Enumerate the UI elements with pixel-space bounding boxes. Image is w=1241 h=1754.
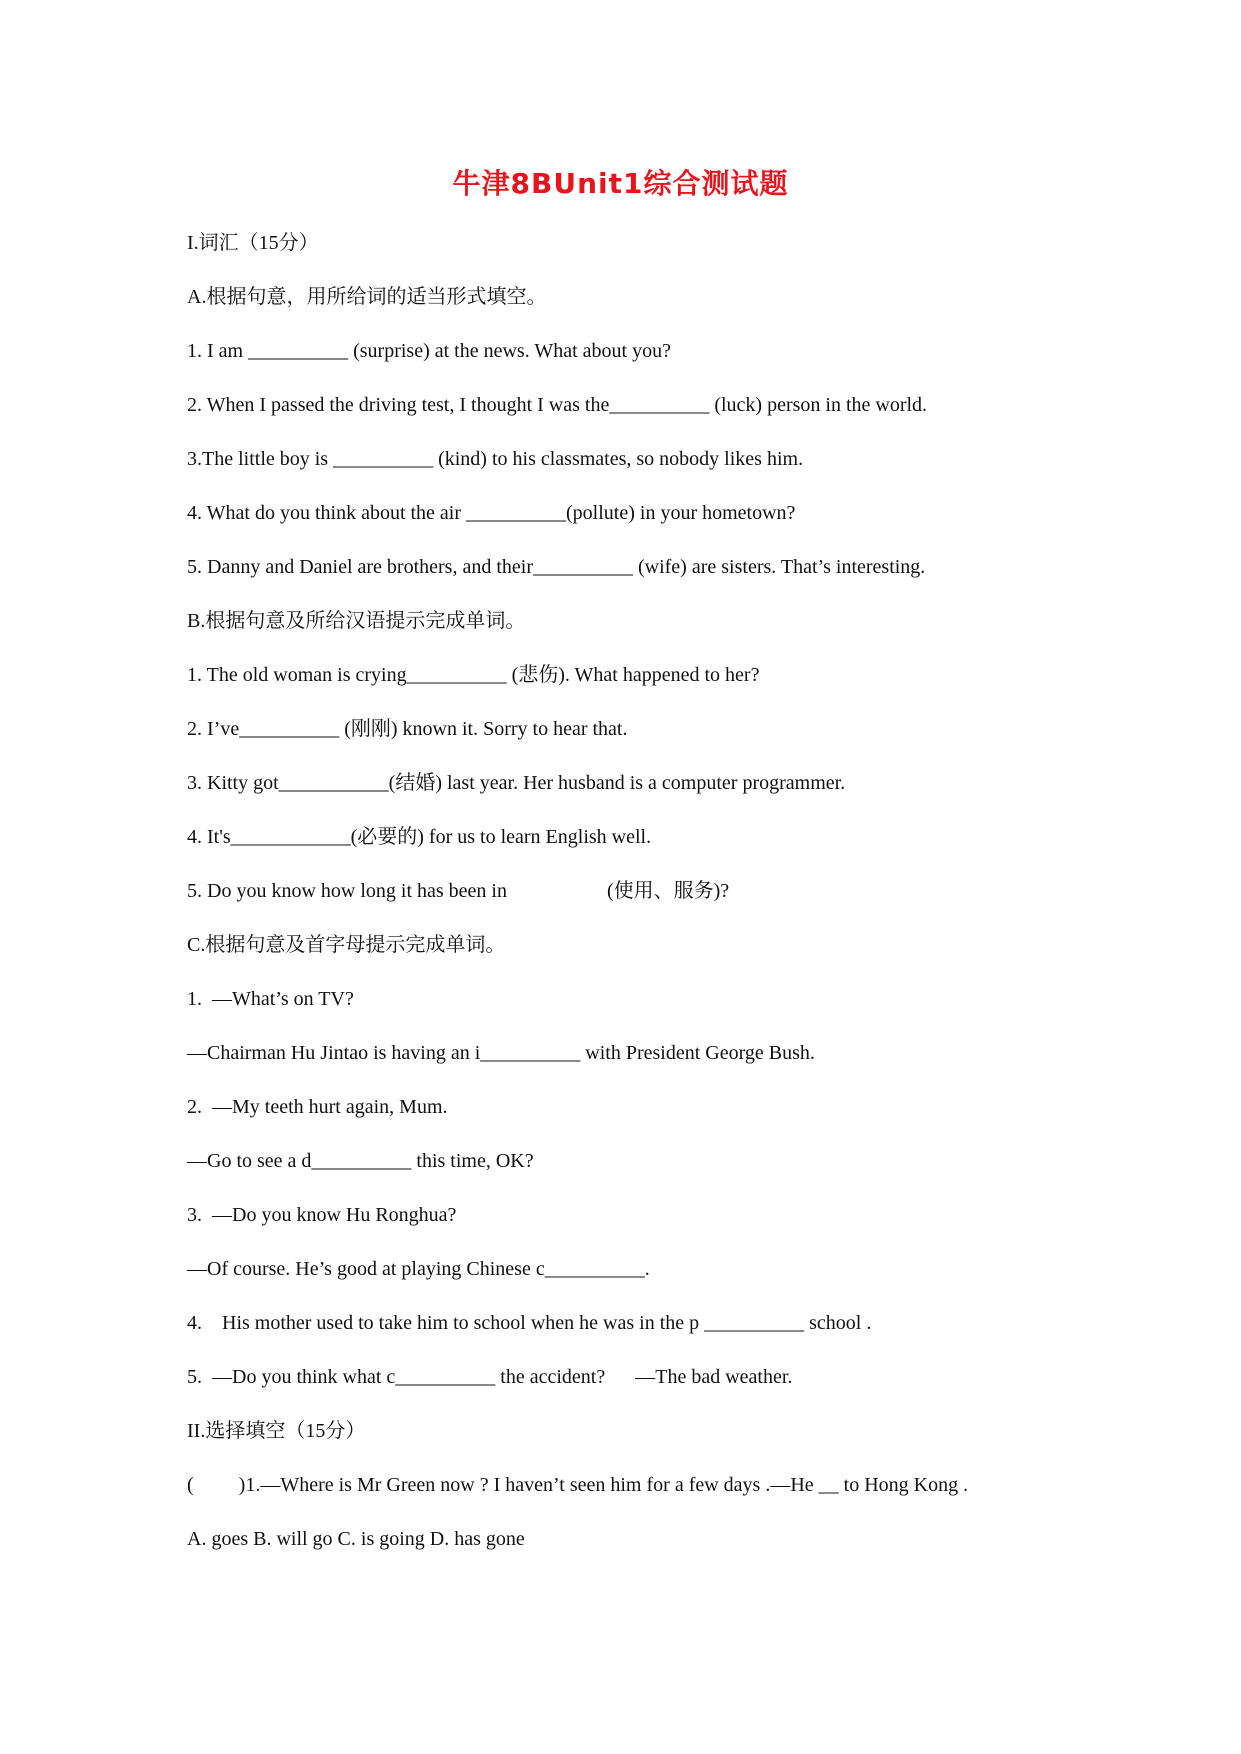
- question-a1: 1. I am __________ (surprise) at the news. What about you?: [187, 340, 671, 362]
- question-c2-reply: —Go to see a d__________ this time, OK?: [187, 1150, 534, 1172]
- question-c3-prompt: 3. —Do you know Hu Ronghua?: [187, 1204, 457, 1226]
- subsection-heading-a: A.根据句意，用所给词的适当形式填空。: [187, 286, 547, 308]
- question-b2: 2. I’ve__________ (刚刚) known it. Sorry to hear that.: [187, 718, 628, 740]
- question-b5: 5. Do you know how long it has been in (使用、服务)?: [187, 880, 730, 902]
- subsection-heading-c: C.根据句意及首字母提示完成单词。: [187, 934, 506, 956]
- section-heading-multiple-choice: II.选择填空（15分）: [187, 1420, 366, 1442]
- question-a5: 5. Danny and Daniel are brothers, and their__________ (wife) are sisters. That’s interesting.: [187, 556, 926, 578]
- question-a2: 2. When I passed the driving test, I thought I was the__________ (luck) person in the world.: [187, 394, 928, 416]
- question-c2-prompt: 2. —My teeth hurt again, Mum.: [187, 1096, 448, 1118]
- question-a3: 3.The little boy is __________ (kind) to his classmates, so nobody likes him.: [187, 448, 804, 470]
- question-mc1: ( )1.—Where is Mr Green now ? I haven’t seen him for a few days .—He __ to Hong Kong .: [187, 1474, 969, 1496]
- question-b1: 1. The old woman is crying__________ (悲伤). What happened to her?: [187, 664, 760, 686]
- document-title: 牛津8BUnit1综合测试题: [452, 167, 789, 200]
- question-c4: 4. His mother used to take him to school when he was in the p __________ school .: [187, 1312, 872, 1334]
- section-heading-vocabulary: I.词汇（15分）: [187, 232, 319, 254]
- question-c1-prompt: 1. —What’s on TV?: [187, 988, 354, 1010]
- question-b4: 4. It's____________(必要的) for us to learn English well.: [187, 826, 652, 848]
- question-c1-reply: —Chairman Hu Jintao is having an i__________ with President George Bush.: [187, 1042, 815, 1064]
- question-c3-reply: —Of course. He’s good at playing Chinese c__________.: [187, 1258, 650, 1280]
- question-a4: 4. What do you think about the air __________(pollute) in your hometown?: [187, 502, 796, 524]
- question-c5: 5. —Do you think what c__________ the accident? —The bad weather.: [187, 1366, 793, 1388]
- subsection-heading-b: B.根据句意及所给汉语提示完成单词。: [187, 610, 526, 632]
- question-mc1-options: A. goes B. will go C. is going D. has gone: [187, 1528, 525, 1550]
- question-b3: 3. Kitty got___________(结婚) last year. Her husband is a computer programmer.: [187, 772, 846, 794]
